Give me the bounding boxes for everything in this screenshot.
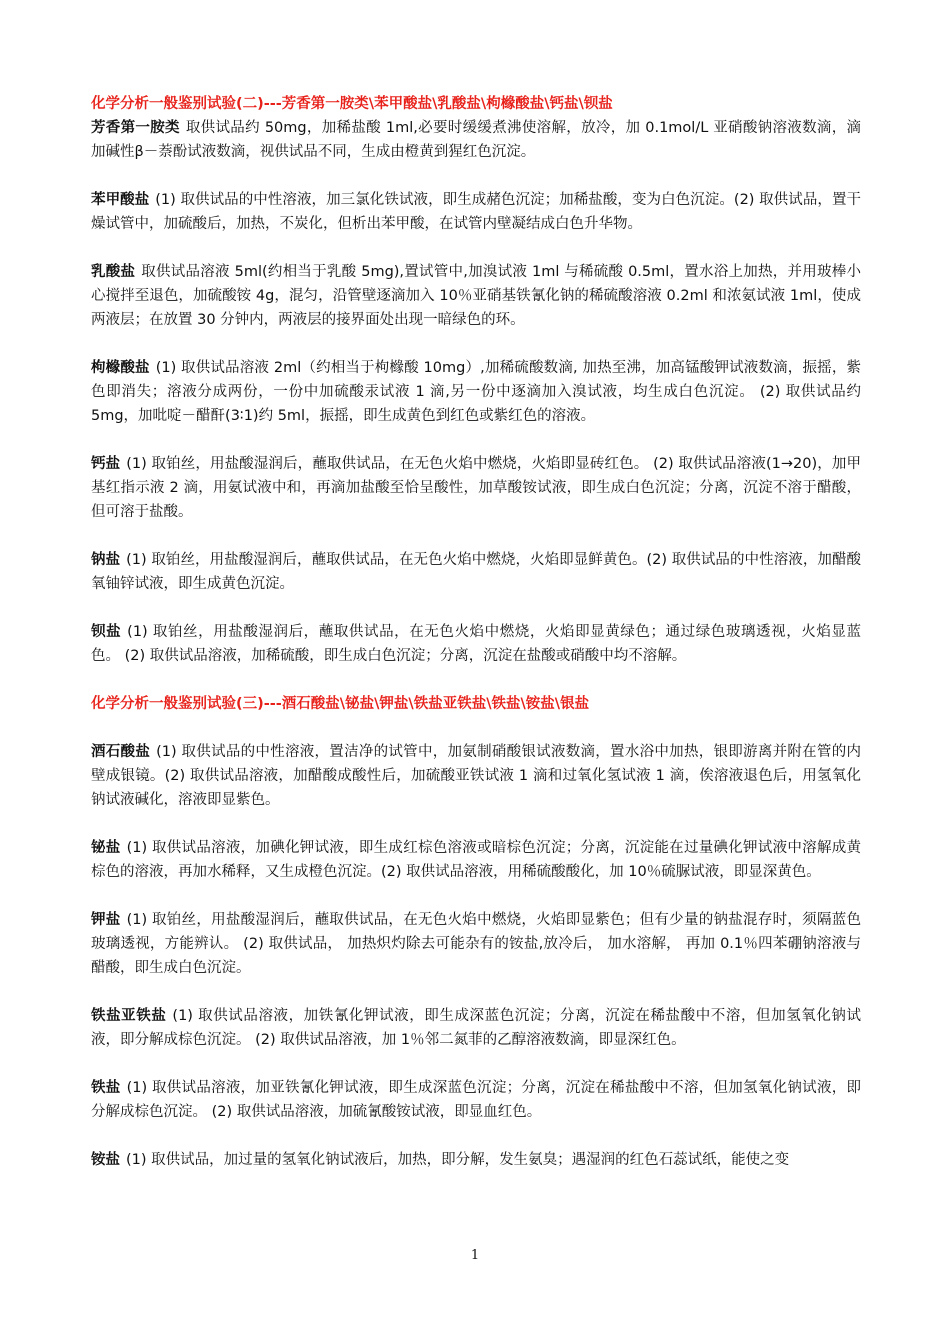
entry-benzoate xyxy=(91,188,861,236)
entry-term: 铵盐 xyxy=(91,1152,120,1168)
entry-term: 铁盐 xyxy=(91,1080,121,1096)
section-heading: 化学分析一般鉴别试验(三)---酒石酸盐\铋盐\钾盐\铁盐亚铁盐\铁盐\铵盐\银盐 xyxy=(91,696,590,712)
page-number: 1 xyxy=(470,1248,480,1263)
document-body xyxy=(91,92,861,1172)
entry-text: (1) 取供试品的中性溶液，加三氯化铁试液，即生成赭色沉淀；加稀盐酸，变为白色沉淀。(2) 取供试品，置干燥试管中，加硫酸后，加热，不炭化，但析出苯甲酸，在试管内壁凝结成白色升华物。 xyxy=(91,192,862,232)
entry-barium xyxy=(91,620,861,668)
entry-term: 钠盐 xyxy=(91,552,121,568)
entry-term: 枸橼酸盐 xyxy=(91,360,150,376)
entry-text: (1) 取供试品溶液 2ml（约相当于枸橼酸 10mg）,加稀硫酸数滴, 加热至沸，加高锰酸钾试液数滴，振摇，紫色即消失；溶液分成两份，一份中加硫酸汞试液 1 滴,另一份中逐滴加入溴试液，均生成白色沉淀。 (2) 取供试品约 5mg，加吡啶－醋酐(3∶1)约 5ml，振摇，即生成黄色到红色或紫红色的溶液。 xyxy=(91,360,862,424)
entry-ammonium xyxy=(91,1148,861,1172)
entry-term: 酒石酸盐 xyxy=(91,744,151,760)
entry-text: 取供试品约 50mg，加稀盐酸 1ml,必要时缓缓煮沸使溶解，放冷，加 0.1mol/L 亚硝酸钠溶液数滴，滴加碱性β－萘酚试液数滴，视供试品不同，生成由橙黄到猩红色沉淀。 xyxy=(91,120,861,160)
entry-term: 芳香第一胺类 xyxy=(91,120,180,136)
entry-term: 苯甲酸盐 xyxy=(91,192,150,208)
entry-aromatic-amines xyxy=(91,116,861,164)
entry-lactate xyxy=(91,260,861,332)
entry-text: (1) 取铂丝，用盐酸湿润后，蘸取供试品，在无色火焰中燃烧，火焰即显紫色；但有少量的钠盐混存时，须隔蓝色玻璃透视，方能辨认。 (2) 取供试品， 加热炽灼除去可能杂有的铵盐,放冷后， 加水溶解， 再加 0.1％四苯硼钠溶液与醋酸，即生成白色沉淀。 xyxy=(91,912,861,976)
entry-sodium xyxy=(91,548,861,596)
entry-tartrate xyxy=(91,740,861,812)
entry-term: 钾盐 xyxy=(91,912,121,928)
entry-term: 钙盐 xyxy=(91,456,121,472)
entry-term: 钡盐 xyxy=(91,624,122,640)
entry-term: 铁盐亚铁盐 xyxy=(91,1008,167,1024)
entry-calcium xyxy=(91,452,861,524)
entry-text: (1) 取供试品溶液，加碘化钾试液，即生成红棕色溶液或暗棕色沉淀；分离，沉淀能在过量碘化钾试液中溶解成黄棕色的溶液，再加水稀释，又生成橙色沉淀。(2) 取供试品溶液，用稀硫酸酸化，加 10％硫脲试液，即显深黄色。 xyxy=(91,840,861,880)
entry-citrate xyxy=(91,356,861,428)
section-heading: 化学分析一般鉴别试验(二)---芳香第一胺类\苯甲酸盐\乳酸盐\枸橼酸盐\钙盐\钡盐 xyxy=(91,96,613,112)
entry-iron-ferrous xyxy=(91,1004,861,1052)
entry-term: 乳酸盐 xyxy=(91,264,136,280)
entry-text: (1) 取铂丝，用盐酸湿润后，蘸取供试品，在无色火焰中燃烧，火焰即显砖红色。 (2) 取供试品溶液(1→20)，加甲基红指示液 2 滴，用氨试液中和，再滴加盐酸至恰呈酸性，加草酸铵试液，即生成白色沉淀；分离，沉淀不溶于醋酸，但可溶于盐酸。 xyxy=(91,456,862,520)
entry-text: (1) 取供试品溶液，加亚铁氰化钾试液，即生成深蓝色沉淀；分离，沉淀在稀盐酸中不溶，但加氢氧化钠试液，即分解成棕色沉淀。 (2) 取供试品溶液，加硫氰酸铵试液，即显血红色。 xyxy=(91,1080,861,1120)
entry-text: (1) 取供试品的中性溶液，置洁净的试管中，加氨制硝酸银试液数滴，置水浴中加热，银即游离并附在管的内壁成银镜。(2) 取供试品溶液，加醋酸成酸性后，加硫酸亚铁试液 1 滴和过氧化氢试液 1 滴，俟溶液退色后，用氢氧化钠试液碱化，溶液即显紫色。 xyxy=(91,744,861,808)
entry-term: 铋盐 xyxy=(91,840,121,856)
entry-bismuth xyxy=(91,836,861,884)
entry-iron xyxy=(91,1076,861,1124)
entry-text: (1) 取铂丝，用盐酸湿润后，蘸取供试品，在无色火焰中燃烧，火焰即显鲜黄色。(2) 取供试品的中性溶液，加醋酸氧铀锌试液，即生成黄色沉淀。 xyxy=(91,552,862,592)
entry-text: (1) 取供试品溶液，加铁氰化钾试液，即生成深蓝色沉淀；分离，沉淀在稀盐酸中不溶，但加氢氧化钠试液，即分解成棕色沉淀。 (2) 取供试品溶液，加 1％邻二氮菲的乙醇溶液数滴，即显深红色。 xyxy=(91,1008,862,1048)
entry-text: (1) 取铂丝，用盐酸湿润后，蘸取供试品，在无色火焰中燃烧，火焰即显黄绿色；通过绿色玻璃透视，火焰显蓝色。 (2) 取供试品溶液，加稀硫酸，即生成白色沉淀；分离，沉淀在盐酸或硝酸中均不溶解。 xyxy=(91,624,862,664)
entry-potassium xyxy=(91,908,861,980)
entry-text: 取供试品溶液 5ml(约相当于乳酸 5mg),置试管中,加溴试液 1ml 与稀硫酸 0.5ml，置水浴上加热，并用玻棒小心搅拌至退色，加硫酸铵 4g，混匀，沿管壁逐滴加入 10％亚硝基铁氰化钠的稀硫酸溶液 0.2ml 和浓氨试液 1ml，使成两液层；在放置 30 分钟内，两液层的接界面处出现一暗绿色的环。 xyxy=(91,264,861,328)
entry-text: (1) 取供试品，加过量的氢氧化钠试液后，加热，即分解，发生氨臭；遇湿润的红色石蕊试纸，能使之变 xyxy=(126,1152,790,1168)
